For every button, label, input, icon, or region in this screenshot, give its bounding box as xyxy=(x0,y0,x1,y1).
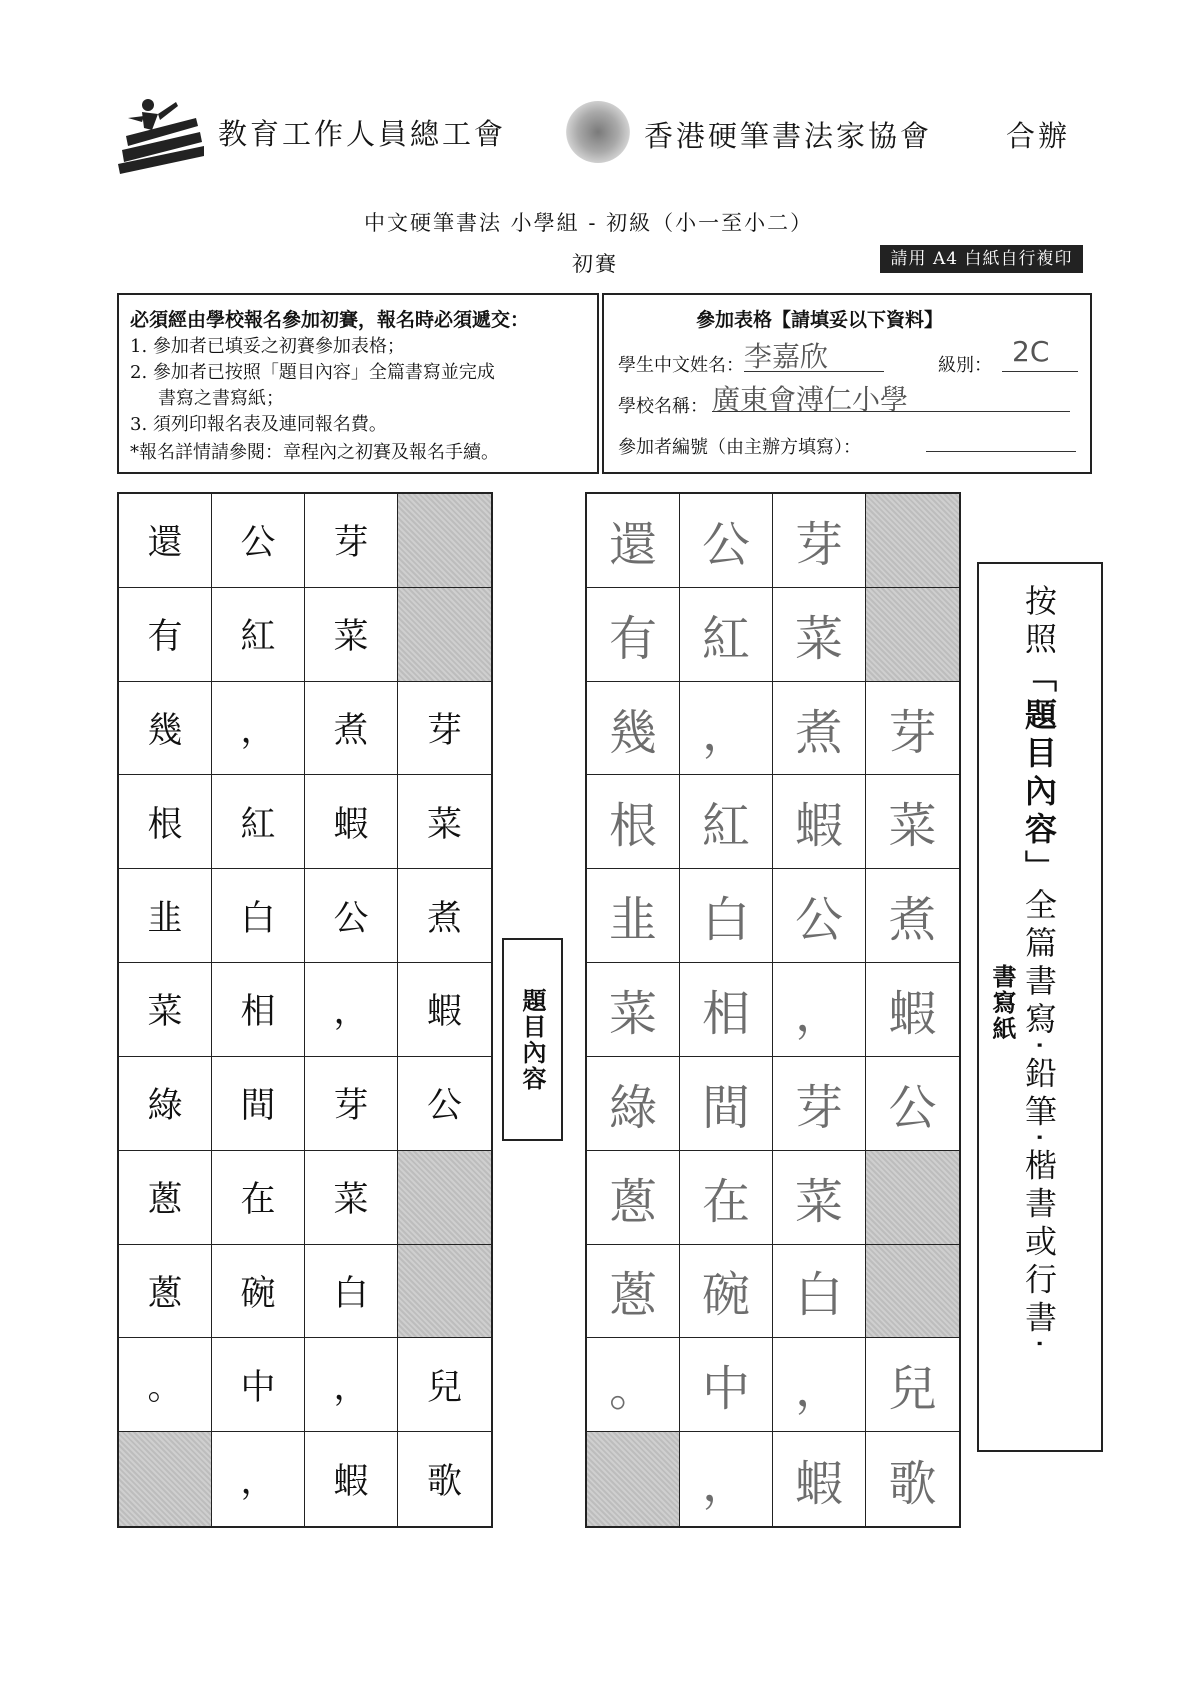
model-empty-cell xyxy=(398,494,491,588)
writing-cell[interactable]: 中 xyxy=(680,1338,773,1432)
rules-heading: 必須經由學校報名參加初賽，報名時必須遞交： xyxy=(130,309,530,331)
model-cell: 蔥 xyxy=(119,1245,212,1339)
school-underline xyxy=(712,411,1070,412)
writing-cell[interactable]: 韭 xyxy=(587,869,680,963)
model-cell: ， xyxy=(212,682,305,776)
model-cell: 芽 xyxy=(305,494,398,588)
model-cell: 蝦 xyxy=(398,963,491,1057)
writing-cell[interactable]: 公 xyxy=(866,1057,959,1151)
rule-item: 2. 參加者已按照「題目內容」全篇書寫並完成 xyxy=(130,362,495,383)
writing-cell[interactable]: 歌 xyxy=(888,1455,937,1512)
writing-cell[interactable]: 芽 xyxy=(773,494,866,588)
writing-cell[interactable]: 菜 xyxy=(773,1151,866,1245)
model-cell: 蝦 xyxy=(305,1432,398,1526)
model-cell: 韭 xyxy=(119,869,212,963)
model-cell: 間 xyxy=(212,1057,305,1151)
model-cell: 白 xyxy=(305,1245,398,1339)
writing-cell[interactable]: ， xyxy=(773,1338,866,1432)
instruction-text xyxy=(1019,584,1059,1444)
round-title: 初賽 xyxy=(572,252,618,276)
model-cell: 蔥 xyxy=(119,1151,212,1245)
writing-empty-cell[interactable] xyxy=(587,1432,680,1526)
class-underline xyxy=(1002,371,1078,372)
writing-cell[interactable]: 幾 xyxy=(587,682,680,776)
writing-cell[interactable]: 。 xyxy=(587,1338,680,1432)
class-label: 級別： xyxy=(938,355,992,376)
writing-cell[interactable]: 兒 xyxy=(866,1338,959,1432)
model-cell: 蝦 xyxy=(305,775,398,869)
model-empty-cell xyxy=(398,588,491,682)
writing-cell[interactable]: 蝦 xyxy=(866,963,959,1057)
writing-cell[interactable]: 白 xyxy=(680,869,773,963)
writing-cell[interactable]: 公 xyxy=(680,494,773,588)
writing-cell[interactable]: 煮 xyxy=(773,682,866,776)
writing-cell[interactable]: 芽 xyxy=(773,1057,866,1151)
student-name-field[interactable]: 李嘉欣 xyxy=(744,340,829,373)
writing-empty-cell[interactable] xyxy=(866,1151,959,1245)
model-cell: 相 xyxy=(212,963,305,1057)
school-name-field[interactable]: 廣東會溥仁小學 xyxy=(712,383,909,416)
model-cell: ， xyxy=(305,1338,398,1432)
writing-cell[interactable]: 菜 xyxy=(587,963,680,1057)
model-cell: 歌 xyxy=(426,1462,462,1503)
entry-number-field[interactable] xyxy=(926,451,1076,452)
model-cell: 在 xyxy=(212,1151,305,1245)
name-underline xyxy=(744,371,884,372)
model-cell: ， xyxy=(305,963,398,1057)
model-cell: 菜 xyxy=(305,588,398,682)
model-cell: 公 xyxy=(212,494,305,588)
org-hk-calligraphy-name: 香港硬筆書法家協會 xyxy=(644,119,933,153)
model-cell: 紅 xyxy=(212,588,305,682)
model-cell: 有 xyxy=(119,588,212,682)
model-cell: 菜 xyxy=(398,775,491,869)
instruction-box xyxy=(977,562,1103,1452)
school-name-label: 學校名稱： xyxy=(618,396,708,417)
model-cell: 碗 xyxy=(212,1245,305,1339)
writing-cell[interactable]: 蝦 xyxy=(773,1432,866,1526)
writing-cell[interactable]: 根 xyxy=(587,775,680,869)
writing-cell[interactable]: 煮 xyxy=(866,869,959,963)
eegu-logo xyxy=(118,96,204,174)
writing-cell[interactable]: 還 xyxy=(587,494,680,588)
writing-cell[interactable]: 芽 xyxy=(866,682,959,776)
model-cell: 煮 xyxy=(305,682,398,776)
model-cell: 。 xyxy=(119,1338,212,1432)
writing-empty-cell[interactable] xyxy=(866,494,959,588)
writing-empty-cell[interactable] xyxy=(866,588,959,682)
writing-cell[interactable]: 綠 xyxy=(587,1057,680,1151)
topic-label-box xyxy=(502,938,563,1141)
rule-item: 3. 須列印報名表及連同報名費。 xyxy=(130,414,387,435)
model-cell: 白 xyxy=(212,869,305,963)
writing-cell[interactable]: 在 xyxy=(680,1151,773,1245)
model-empty-cell xyxy=(119,1432,212,1526)
hk-calligraphy-seal xyxy=(566,101,630,163)
model-cell: 根 xyxy=(119,775,212,869)
instruction-part2: 「題目內容」 xyxy=(1020,660,1058,888)
writing-cell[interactable]: 蔥 xyxy=(587,1245,680,1339)
writing-cell[interactable]: ， xyxy=(773,963,866,1057)
model-empty-cell xyxy=(398,1151,491,1245)
rule-item: *報名詳情請參閱：章程內之初賽及報名手續。 xyxy=(130,442,499,463)
model-cell: 芽 xyxy=(398,682,491,776)
entry-number-label: 參加者編號（由主辦方填寫）： xyxy=(618,437,861,458)
model-cell: 中 xyxy=(212,1338,305,1432)
org-eegu-name: 教育工作人員總工會 xyxy=(218,117,507,151)
writing-cell[interactable]: 蔥 xyxy=(587,1151,680,1245)
model-cell: 芽 xyxy=(305,1057,398,1151)
topic-label: 題目內容 xyxy=(518,987,547,1092)
writing-cell[interactable]: 公 xyxy=(773,869,866,963)
model-cell: 綠 xyxy=(119,1057,212,1151)
model-cell: 還 xyxy=(119,494,212,588)
model-cell: ， xyxy=(212,1432,305,1526)
instruction-part3: 全篇書寫‧鉛筆‧楷書或行書‧ xyxy=(1020,888,1058,1355)
class-field[interactable]: 2C xyxy=(1012,335,1050,368)
copy-note-badge: 請用 A4 白紙自行複印 xyxy=(880,245,1083,273)
writing-cell[interactable]: 菜 xyxy=(773,588,866,682)
rule-item: 書寫之書寫紙； xyxy=(158,388,284,409)
co-organize-label: 合辦 xyxy=(1006,119,1071,153)
instruction-part1: 按照 xyxy=(1020,584,1058,660)
form-heading: 參加表格【請填妥以下資料】 xyxy=(696,309,944,331)
writing-grid xyxy=(585,492,961,1528)
model-cell: 公 xyxy=(305,869,398,963)
writing-paper-label: 書寫紙 xyxy=(988,964,1017,1042)
writing-cell[interactable]: 有 xyxy=(587,588,680,682)
model-empty-cell xyxy=(398,1245,491,1339)
writing-cell[interactable]: 白 xyxy=(773,1245,866,1339)
writing-cell[interactable]: 蝦 xyxy=(773,775,866,869)
writing-cell[interactable]: 紅 xyxy=(680,775,773,869)
model-text-grid xyxy=(117,492,493,1528)
model-cell: 菜 xyxy=(119,963,212,1057)
writing-cell[interactable]: 間 xyxy=(680,1057,773,1151)
writing-cell[interactable]: ， xyxy=(680,682,773,776)
model-cell: 菜 xyxy=(305,1151,398,1245)
writing-cell[interactable]: 菜 xyxy=(866,775,959,869)
rules-box xyxy=(117,293,599,474)
model-cell: 煮 xyxy=(398,869,491,963)
entry-form-box xyxy=(602,293,1092,474)
model-cell: 公 xyxy=(398,1057,491,1151)
rule-item: 1. 參加者已填妥之初賽參加表格； xyxy=(130,336,405,357)
writing-cell[interactable]: 紅 xyxy=(680,588,773,682)
student-name-label: 學生中文姓名： xyxy=(618,355,744,376)
model-cell: 兒 xyxy=(398,1338,491,1432)
model-cell: 紅 xyxy=(212,775,305,869)
model-cell: 幾 xyxy=(119,682,212,776)
writing-cell[interactable]: 碗 xyxy=(680,1245,773,1339)
writing-cell[interactable]: 相 xyxy=(680,963,773,1057)
competition-title: 中文硬筆書法 小學組 - 初級（小一至小二） xyxy=(364,211,814,235)
writing-cell[interactable]: ， xyxy=(680,1432,773,1526)
writing-empty-cell[interactable] xyxy=(866,1245,959,1339)
